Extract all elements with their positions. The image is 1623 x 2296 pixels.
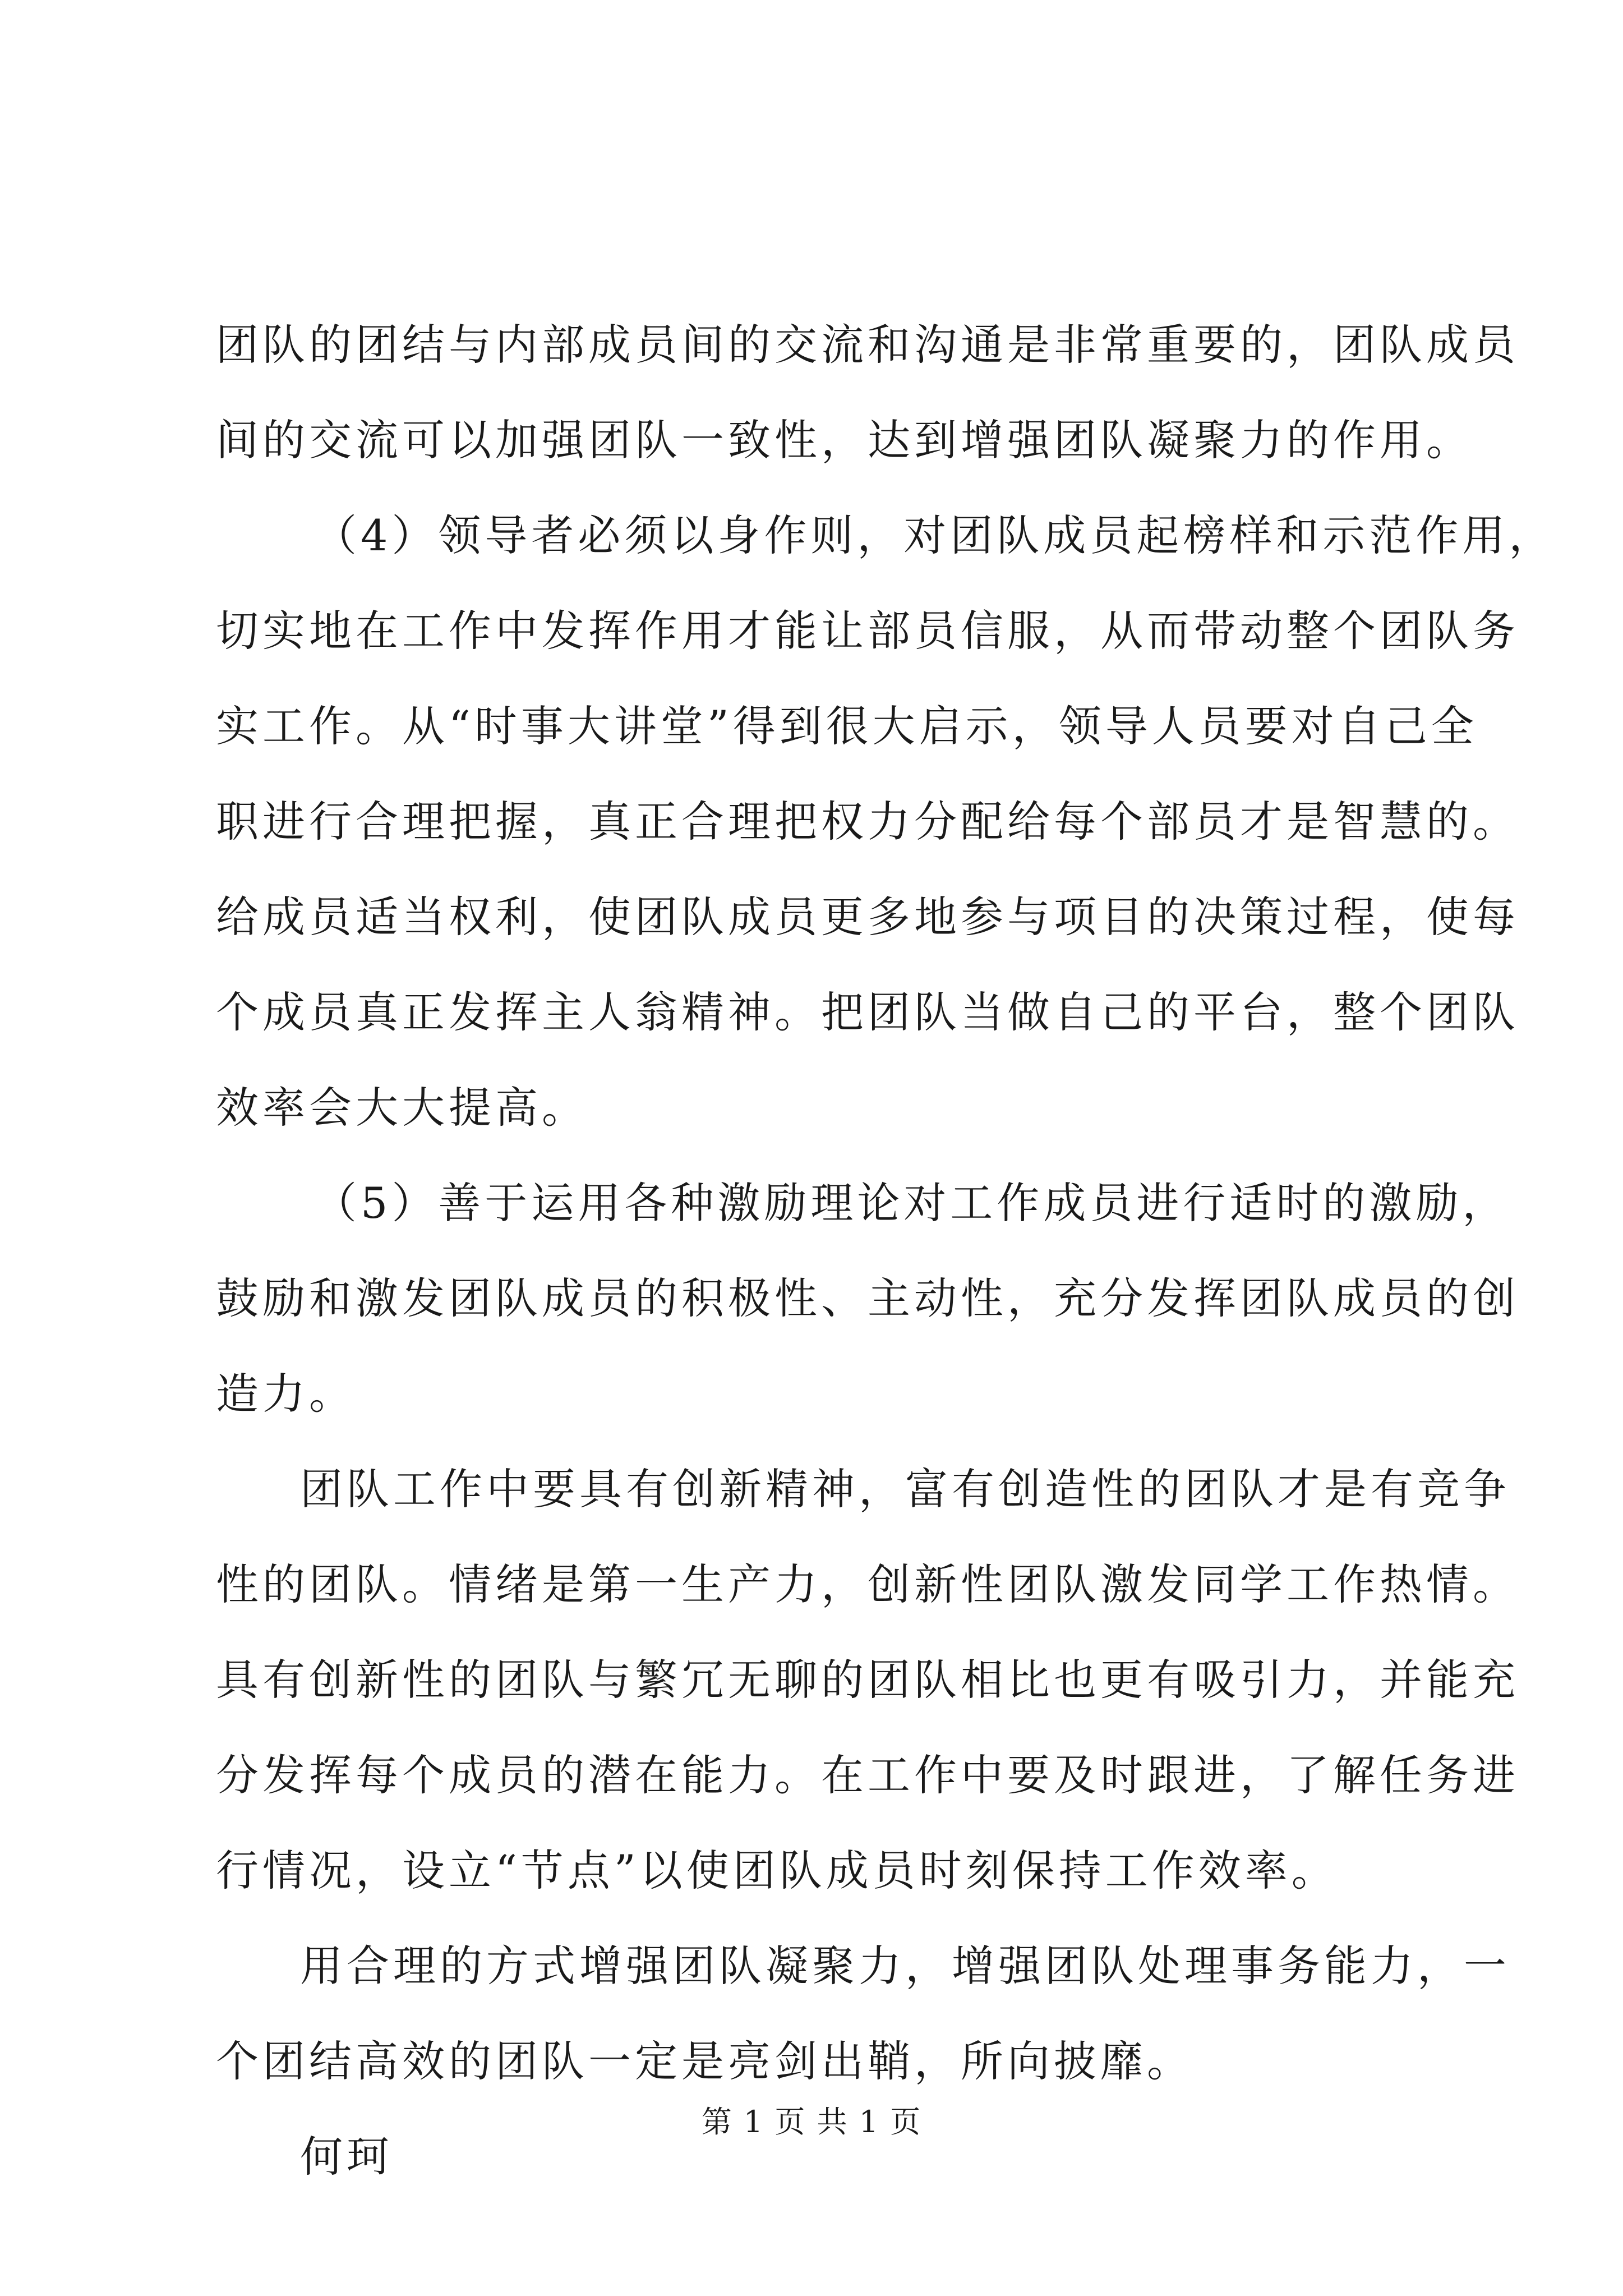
- page-number-footer: 第 1 页 共 1 页: [701, 2104, 922, 2139]
- text-line: 性的团队。情绪是第一生产力，创新性团队激发同学工作热情。: [216, 1559, 1519, 1609]
- text-line: 团队的团结与内部成员间的交流和沟通是非常重要的，团队成员: [216, 320, 1519, 370]
- text-line: 职进行合理把握，真正合理把权力分配给每个部员才是智慧的。: [216, 797, 1519, 846]
- text-line: 用合理的方式增强团队凝聚力，增强团队处理事务能力，一: [300, 1941, 1510, 1991]
- text-line: 给成员适当权利，使团队成员更多地参与项目的决策过程，使每: [216, 892, 1519, 942]
- text-line: 切实地在工作中发挥作用才能让部员信服，从而带动整个团队务: [216, 606, 1519, 656]
- text-line: （5）善于运用各种激励理论对工作成员进行适时的激励，: [314, 1178, 1509, 1228]
- text-line: 个团结高效的团队一定是亮剑出鞘，所向披靡。: [216, 2036, 1193, 2086]
- text-line: 效率会大大提高。: [216, 1083, 588, 1133]
- text-line: （4）领导者必须以身作则，对团队成员起榜样和示范作用，: [314, 510, 1556, 560]
- text-line: 造力。: [216, 1369, 356, 1419]
- text-line: 鼓励和激发团队成员的积极性、主动性，充分发挥团队成员的创: [216, 1273, 1519, 1323]
- document-body: [216, 297, 1556, 2205]
- text-line: 间的交流可以加强团队一致性，达到增强团队凝聚力的作用。: [216, 415, 1473, 465]
- text-line: 个成员真正发挥主人翁精神。把团队当做自己的平台，整个团队: [216, 987, 1519, 1037]
- text-line: 实工作。从“时事大讲堂”得到很大启示，领导人员要对自己全: [216, 701, 1478, 751]
- text-line: 具有创新性的团队与繁冗无聊的团队相比也更有吸引力，并能充: [216, 1655, 1519, 1705]
- text-line: 分发挥每个成员的潜在能力。在工作中要及时跟进，了解任务进: [216, 1750, 1519, 1800]
- author-signature: 何珂: [300, 2132, 393, 2182]
- text-line: 团队工作中要具有创新精神，富有创造性的团队才是有竞争: [300, 1464, 1510, 1514]
- text-line: 行情况，设立“节点”以使团队成员时刻保持工作效率。: [216, 1846, 1338, 1895]
